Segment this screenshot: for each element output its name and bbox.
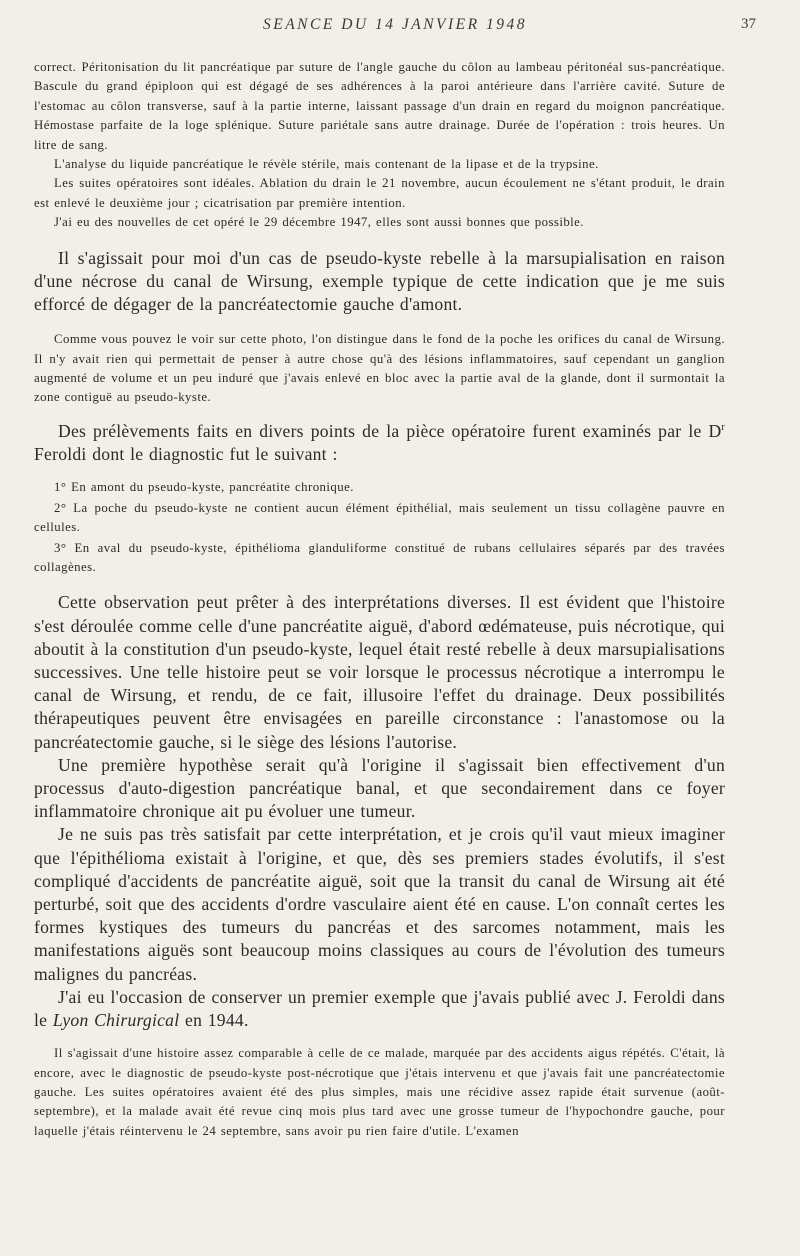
paragraph-fluid-analysis: L'analyse du liquide pancréatique le révèle stérile, mais contenant de la lipase et de la trypsine. [54,157,599,172]
running-head: SEANCE DU 14 JANVIER 1948 [263,16,527,33]
sampling-text-end: Feroldi dont le diagnostic fut le suivant : [34,444,338,465]
sampling-text-start: Des prélèvements faits en divers points de la pièce opératoire furent examinés par le D [58,420,722,441]
doctor-superscript: r [721,422,725,434]
paragraph-previous-case: Il s'agissait d'une histoire assez comparable à celle de ce malade, marquée par des accidents aigus répétés. C'était, là encore, avec le diagnostic de pseudo-kyste post-nécrotique que j'étais intervenu et que j'avais fait une pancréatectomie gauche. Les suites opératoires avaient été des plus simples, mais une récidive assez rapide était survenue (août-septembre), et la malade avait été revue cinq mois plus tard avec une grosse tumeur de l'hypochondre gauche, pour laquelle j'étais réintervenu le 24 septembre, sans avoir pu rien faire d'utile. L'examen [34,1046,725,1138]
diagnosis-item: 1° En amont du pseudo-kyste, pancréatite chronique. [54,480,354,495]
paragraph-second-hypothesis: Je ne suis pas très satisfait par cette interprétation, et je crois qu'il vaut mieux imaginer que l'épithélioma existait à l'origine, et que, dès ses premiers stades évolutifs, il s'est compliqué d'accidents de pancréatite aiguë, soit que la transit du canal de Wirsung ait été perturbé, soit que des accidents d'ordre vasculaire aient été en cause. L'on connaît certes les formes kystiques des tumeurs du pancréas et des sarcomes notamment, mais les manifestations aiguës sont beaucoup moins classiques au cours de l'évolution des tumeurs malignes du pancréas. [34,824,725,984]
paragraph-photo-description: Comme vous pouvez le voir sur cette photo, l'on distingue dans le fond de la poche les orifices du canal de Wirsung. Il n'y avait rien qui permettait de penser à autre chose qu'à des lésions inflammatoires, sauf cependant un ganglion augmenté de volume et un peu induré que j'avais enlevé en bloc avec la partie aval de la glande, dont il surmontait la zone contiguë au pseudo-kyste. [34,332,725,405]
paragraph-interpretation: Cette observation peut prêter à des interprétations diverses. Il est évident que l'histoire s'est déroulée comme celle d'une pancréatite aiguë, d'abord œdémateuse, puis nécrotique, qui aboutit à la constitution d'un pseudo-kyste, lequel était resté rebelle à deux marsupialisations successives. Une telle histoire peut se voir lorsque le processus nécrotique a interrompu le canal de Wirsung, et rendu, de ce fait, illusoire l'effet du drainage. Deux possibilités thérapeutiques peuvent être envisagées en pareille circonstance : l'anastomose ou la pancréatectomie gauche, si le siège des lésions l'autorise. [34,592,725,752]
paragraph-followup: J'ai eu des nouvelles de cet opéré le 29 décembre 1947, elles sont aussi bonnes que possible. [54,215,584,230]
paragraph-sampling [34,420,725,466]
page-body [34,58,725,1141]
paragraph-operation-details: correct. Péritonisation du lit pancréatique par suture de l'angle gauche du côlon au lambeau péritonéal sus-pancréatique. Bascule du grand épiploon qui est dégagé de ses adhérences à la paroi antérieure dans l'arrière cavité. Suture de l'estomac au côlon transverse, sauf à la partie interne, laissant passage d'un drain en regard du moignon pancréatique. Hémostase parfaite de la loge splénique. Suture pariétale sans autre drainage. Durée de l'opération : trois heures. Un litre de sang. [34,60,725,152]
page-number: 37 [741,16,756,32]
diagnosis-list [34,478,725,577]
page-header [34,16,756,40]
previous-example-end: en 1944. [179,1009,249,1030]
paragraph-first-hypothesis: Une première hypothèse serait qu'à l'origine il s'agissait bien effectivement d'un processus d'auto-digestion pancréatique banal, et que secondairement dans ce foyer inflammatoire chronique ait pu évoluer une tumeur. [34,754,725,822]
paragraph-previous-example [34,986,725,1032]
paragraph-postoperative: Les suites opératoires sont idéales. Ablation du drain le 21 novembre, aucun écoulement ne s'étant produit, le drain est enlevé le deuxième jour ; cicatrisation par première intention. [34,176,725,210]
diagnosis-item: 2° La poche du pseudo-kyste ne contient aucun élément épithélial, mais seulement un tissu collagène pauvre en cellules. [34,500,725,535]
paragraph-case-summary: Il s'agissait pour moi d'un cas de pseudo-kyste rebelle à la marsupialisation en raison d'une nécrose du canal de Wirsung, exemple typique de cette indication que je me suis efforcé de dégager de la pancréatectomie gauche d'amont. [34,247,725,315]
previous-example-start: J'ai eu l'occasion de conserver un premier exemple que j'avais publié avec J. Feroldi dans le [34,986,725,1030]
diagnosis-item: 3° En aval du pseudo-kyste, épithélioma glanduliforme constitué de rubans cellulaires séparés par des travées collagènes. [34,540,725,574]
journal-title: Lyon Chirurgical [52,1009,180,1030]
